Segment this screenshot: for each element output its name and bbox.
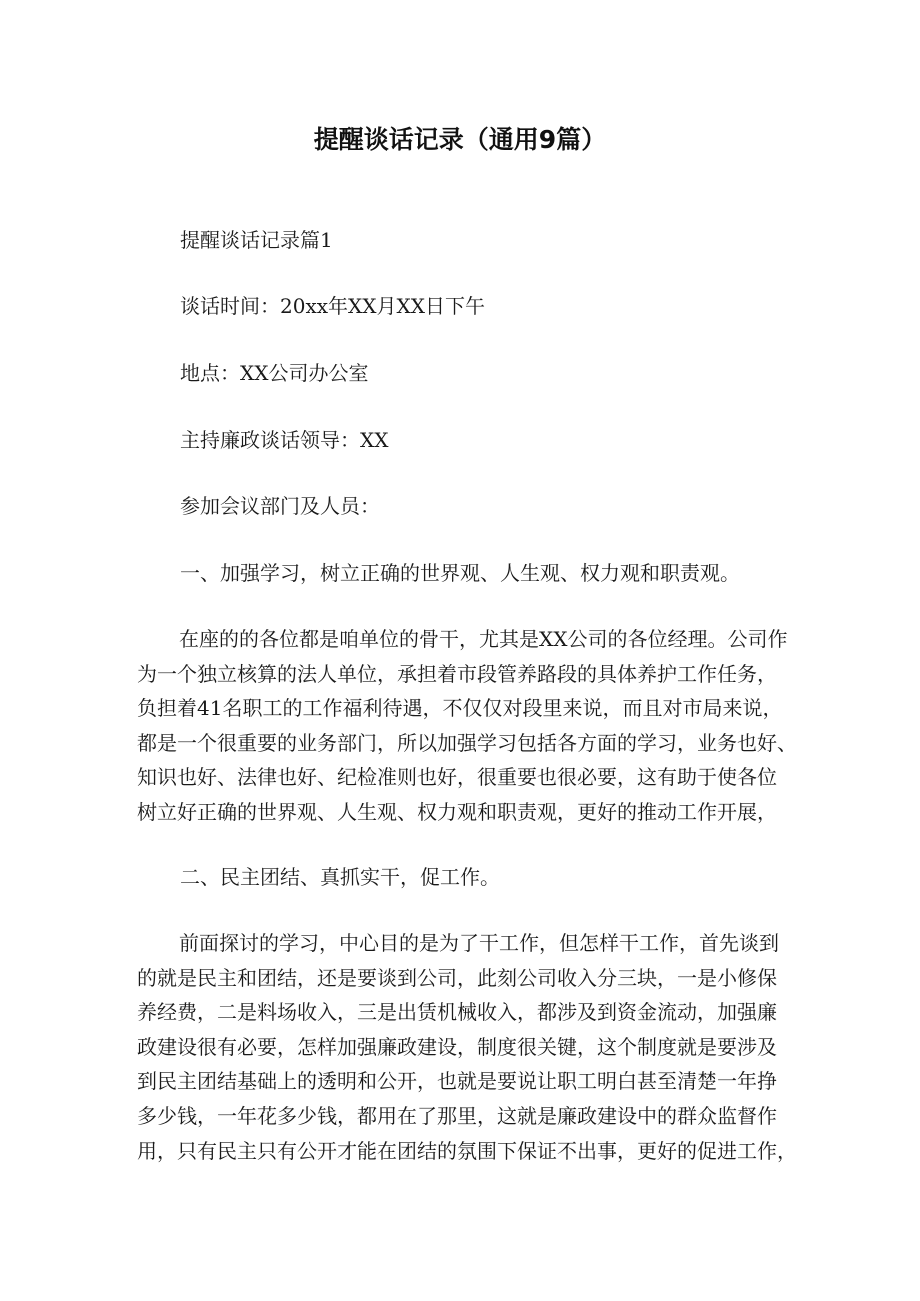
point1-heading: 一、加强学习，树立正确的世界观、人生观、权力观和职责观。 <box>180 561 740 585</box>
paragraph-line: 树立好正确的世界观、人生观、权力观和职责观，更好的推动工作开展， <box>137 799 777 824</box>
paragraph-line: 都是一个很重要的业务部门，所以加强学习包括各方面的学习，业务也好、 <box>137 730 797 755</box>
paragraph-line: 的就是民主和团结，还是要谈到公司，此刻公司收入分三块，一是小修保 <box>137 965 777 990</box>
paragraph-line: 用，只有民主只有公开才能在团结的氛围下保证不出事，更好的促进工作， <box>137 1138 797 1163</box>
paragraph-line: 养经费，二是料场收入，三是出赁机械收入，都涉及到资金流动，加强廉 <box>137 1000 777 1025</box>
document-title: 提醒谈话记录（通用9篇） <box>313 125 607 154</box>
paragraph-line: 多少钱，一年花多少钱，都用在了那里，这就是廉政建设中的群众监督作 <box>137 1103 777 1128</box>
time-line: 谈话时间：20xx年XX月XX日下午 <box>180 294 485 318</box>
point2-heading: 二、民主团结、真抓实干，促工作。 <box>180 865 500 889</box>
paragraph-line: 在座的的各位都是咱单位的骨干，尤其是XX公司的各位经理。公司作 <box>179 627 788 651</box>
paragraph-line: 负担着41名职工的工作福利待遇，不仅仅对段里来说，而且对市局来说， <box>137 696 783 721</box>
point2-paragraph <box>137 926 797 1168</box>
paragraph-line: 知识也好、法律也好、纪检准则也好，很重要也很必要，这有助于使各位 <box>137 765 777 790</box>
place-line: 地点：XX公司办公室 <box>180 361 369 385</box>
attendees-line: 参加会议部门及人员： <box>180 494 380 518</box>
paragraph-line: 前面探讨的学习，中心目的是为了干工作，但怎样干工作，首先谈到 <box>179 931 779 955</box>
host-line: 主持廉政谈话领导：XX <box>180 428 389 452</box>
point1-paragraph <box>137 622 797 830</box>
paragraph-line: 政建设很有必要，怎样加强廉政建设，制度很关键，这个制度就是要涉及 <box>137 1034 777 1059</box>
section-heading: 提醒谈话记录篇1 <box>180 228 333 252</box>
paragraph-line: 到民主团结基础上的透明和公开，也就是要说让职工明白甚至清楚一年挣 <box>137 1069 777 1094</box>
paragraph-line: 为一个独立核算的法人单位，承担着市段管养路段的具体养护工作任务， <box>137 661 777 686</box>
